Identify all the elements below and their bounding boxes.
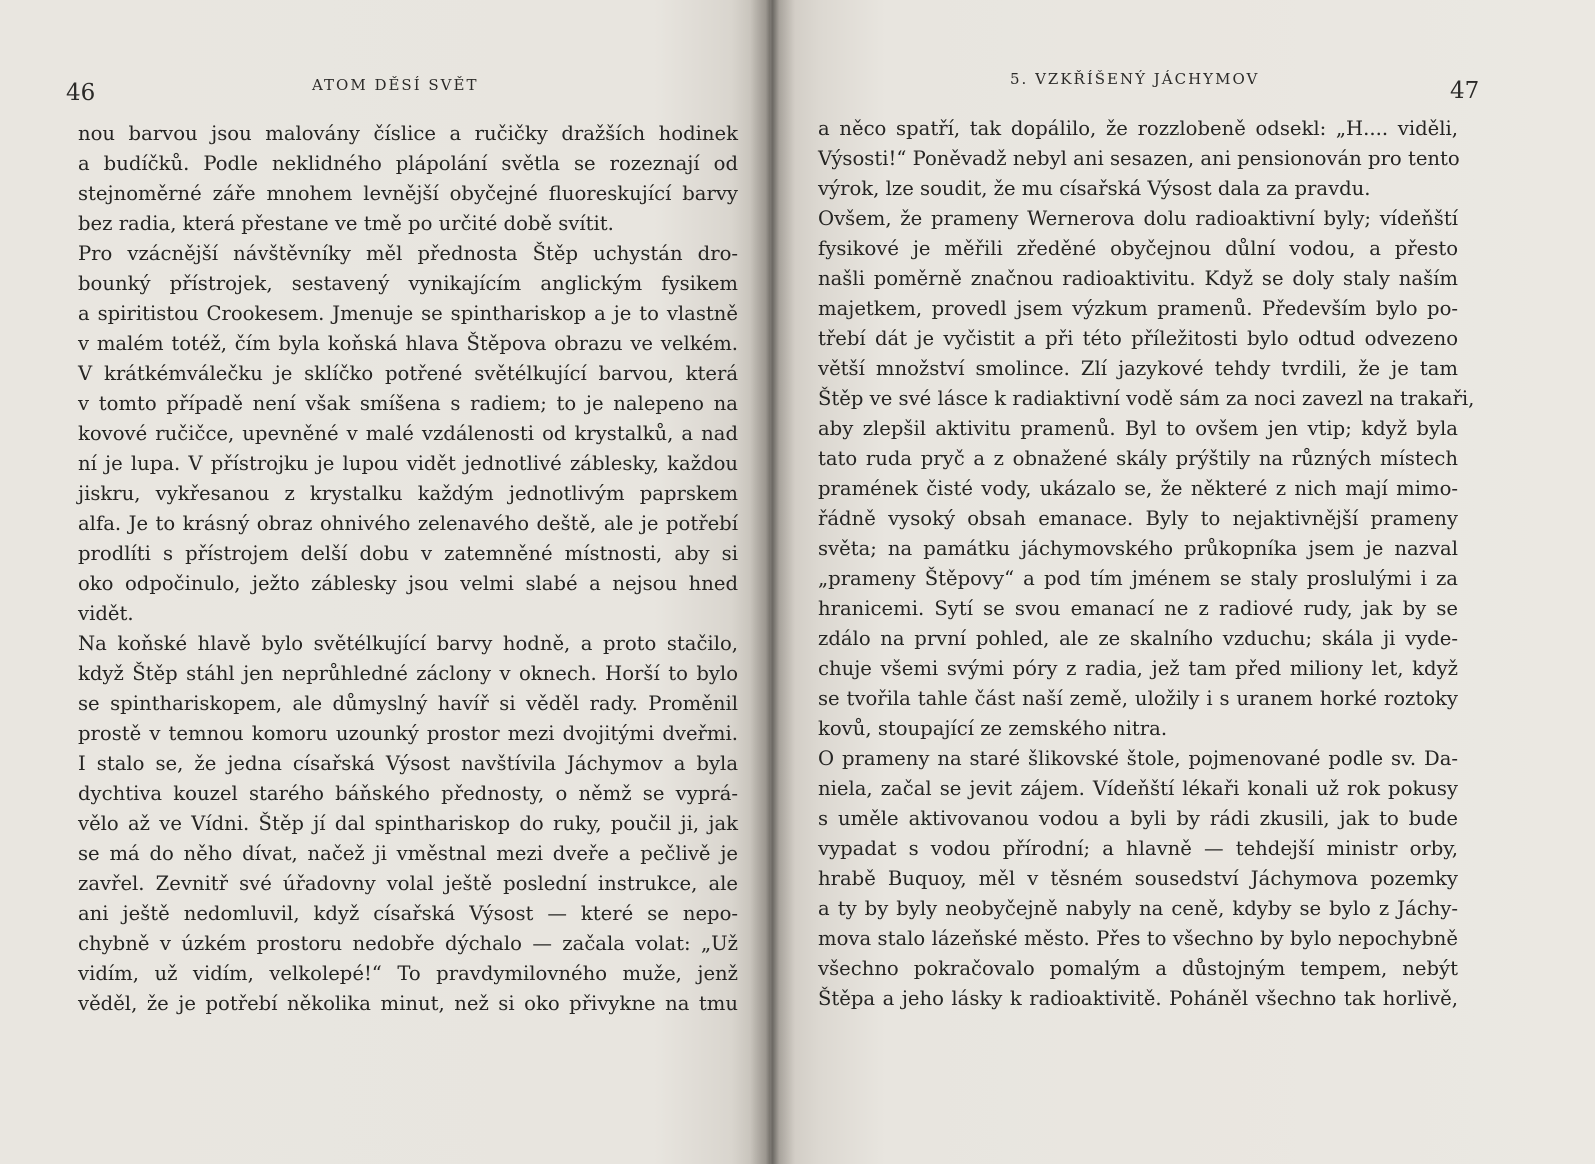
- text-line: řádně vysoký obsah emanace. Byly to nejaktivnější prameny: [818, 507, 1458, 530]
- text-line: „prameny Štěpovy“ a pod tím jménem se staly proslulými i za: [818, 567, 1458, 590]
- text-line: Štěp ve své lásce k radiaktivní vodě sám za noci zavezl na trakaři,: [818, 387, 1475, 410]
- right-page: [770, 0, 1595, 1164]
- text-line: kovů, stoupající ze zemského nitra.: [818, 717, 1168, 740]
- text-line: Štěpa a jeho lásky k radioaktivitě. Poháněl všechno tak horlivě,: [818, 987, 1458, 1010]
- text-line: nou barvou jsou malovány číslice a ručičky dražších hodinek: [78, 122, 738, 145]
- text-line: vidět.: [78, 602, 134, 625]
- text-line: stejnoměrné záře mnohem levnější obyčejné fluoreskující barvy: [78, 182, 738, 205]
- page-number-right: 47: [1450, 78, 1480, 104]
- text-line: třebí dát je vyčistit a při této příležitosti bylo odtud odvezeno: [818, 327, 1458, 350]
- text-line: dychtiva kouzel starého báňského přednosty, o němž se vyprá-: [78, 782, 738, 805]
- text-line: větší množství smolince. Zlí jazykové tehdy tvrdili, že je tam: [818, 357, 1458, 380]
- text-line: Na koňské hlavě bylo světélkující barvy hodně, a proto stačilo,: [78, 632, 738, 655]
- text-line: všechno pokračovalo pomalým a důstojným tempem, nebýt: [818, 957, 1458, 980]
- text-line: ani ještě nedomluvil, když císařská Výsost — které se nepo-: [78, 902, 738, 925]
- text-line: v malém totéž, čím byla koňská hlava Štěpova obrazu ve velkém.: [78, 332, 738, 355]
- text-line: I stalo se, že jedna císařská Výsost navštívila Jáchymov a byla: [78, 752, 738, 775]
- text-line: tato ruda pryč a z obnažené skály prýštily na různých místech: [818, 447, 1458, 470]
- book-gutter: [750, 0, 795, 1164]
- text-line: prodlíti s přístrojem delší dobu v zatemněné místnosti, aby si: [78, 542, 738, 565]
- text-line: mova stalo lázeňské město. Přes to všechno by bylo nepochybně: [818, 927, 1458, 950]
- text-line: majetkem, provedl jsem výzkum pramenů. Především bylo po-: [818, 297, 1458, 320]
- text-line: vypadat s vodou přírodní; a hlavně — tehdejší ministr orby,: [818, 837, 1458, 860]
- text-line: kovové ručičce, upevněné v malé vzdálenosti od krystalků, a nad: [78, 422, 738, 445]
- text-line: se tvořila tahle část naší země, uložily i s uranem horké roztoky: [818, 687, 1458, 710]
- text-line: pramének čisté vody, ukázalo se, že některé z nich mají mimo-: [818, 477, 1458, 500]
- text-line: se má do něho dívat, načež ji vměstnal mezi dveře a pečlivě je: [78, 842, 738, 865]
- text-line: jiskru, vykřesanou z krystalku každým jednotlivým paprskem: [78, 482, 738, 505]
- text-line: s uměle aktivovanou vodou a byli by rádi zkusili, jak to bude: [818, 807, 1458, 830]
- text-line: hrabě Buquoy, měl v těsném sousedství Jáchymova pozemky: [818, 867, 1458, 890]
- running-head-left: ATOM DĚSÍ SVĚT: [312, 76, 479, 94]
- text-line: v tomto případě není však smíšena s radiem; to je nalepeno na: [78, 392, 738, 415]
- text-line: když Štěp stáhl jen neprůhledné záclony v oknech. Horší to bylo: [78, 662, 738, 685]
- text-line: věděl, že je potřebí několika minut, než si oko přivykne na tmu: [78, 992, 738, 1015]
- text-line: O prameny na staré šlikovské štole, pojmenované podle sv. Da-: [818, 747, 1458, 770]
- text-line: ní je lupa. V přístrojku je lupou vidět jednotlivé záblesky, každou: [78, 452, 738, 475]
- text-line: se spinthariskopem, ale důmyslný havíř si věděl rady. Proměnil: [78, 692, 738, 715]
- text-line: našli poměrně značnou radioaktivitu. Když se doly staly naším: [818, 267, 1458, 290]
- text-line: bez radia, která přestane ve tmě po určité době svítit.: [78, 212, 614, 235]
- text-line: bounký přístrojek, sestavený vynikajícím anglickým fysikem: [78, 272, 738, 295]
- text-line: Výsosti!“ Poněvadž nebyl ani sesazen, ani pensionován pro tento: [818, 147, 1460, 170]
- text-line: niela, začal se jevit zájem. Vídeňští lékaři konali už rok pokusy: [818, 777, 1458, 800]
- text-line: a spiritistou Crookesem. Jmenuje se spinthariskop a je to vlastně: [78, 302, 738, 325]
- page-number-left: 46: [66, 80, 96, 106]
- right-page-text: [818, 114, 1475, 1014]
- text-line: alfa. Je to krásný obraz ohnivého zelenavého deště, ale je potřebí: [78, 512, 738, 535]
- text-line: zdálo na první pohled, ale ze skalního vzduchu; skála ji vyde-: [818, 627, 1458, 650]
- text-line: zavřel. Zevnitř své úřadovny volal ještě poslední instrukce, ale: [78, 872, 738, 895]
- text-line: chybně v úzkém prostoru nedobře dýchalo — začala volat: „Už: [78, 932, 738, 955]
- left-page-text: [78, 119, 738, 1019]
- text-line: prostě v temnou komoru uzounký prostor mezi dvojitými dveřmi.: [78, 722, 738, 745]
- text-line: aby zlepšil aktivitu pramenů. Byl to ovšem jen vtip; když byla: [818, 417, 1458, 440]
- text-line: fysikové je měřili zředěné obyčejnou důlní vodou, a přesto: [818, 237, 1458, 260]
- text-line: hranicemi. Sytí se svou emanací ne z radiové rudy, jak by se: [818, 597, 1458, 620]
- running-head-right: 5. VZKŘÍŠENÝ JÁCHYMOV: [1010, 70, 1260, 88]
- text-line: Ovšem, že prameny Wernerova dolu radioaktivní byly; vídeňští: [818, 207, 1458, 230]
- text-line: chuje všemi svými póry z radia, jež tam před miliony let, když: [818, 657, 1458, 680]
- text-line: vidím, už vidím, velkolepé!“ To pravdymilovného muže, jenž: [78, 962, 738, 985]
- text-line: oko odpočinulo, ježto záblesky jsou velmi slabé a nejsou hned: [78, 572, 738, 595]
- text-line: výrok, lze soudit, že mu císařská Výsost dala za pravdu.: [818, 177, 1371, 200]
- text-line: a ty by byly neobyčejně nabyly na ceně, kdyby se bylo z Jáchy-: [818, 897, 1458, 920]
- left-page: [0, 0, 770, 1164]
- text-line: světa; na památku jáchymovského průkopníka jsem je nazval: [818, 537, 1458, 560]
- text-line: vělo až ve Vídni. Štěp jí dal spinthariskop do ruky, poučil ji, jak: [78, 812, 738, 835]
- text-line: a něco spatří, tak dopálilo, že rozzlobeně odsekl: „H.... viděli,: [818, 117, 1458, 140]
- text-line: Pro vzácnější návštěvníky měl přednosta Štěp uchystán dro-: [78, 242, 738, 265]
- text-line: V krátkémválečku je sklíčko potřené světélkující barvou, která: [78, 362, 738, 385]
- text-line: a budíčků. Podle neklidného plápolání světla se rozeznají od: [78, 152, 738, 175]
